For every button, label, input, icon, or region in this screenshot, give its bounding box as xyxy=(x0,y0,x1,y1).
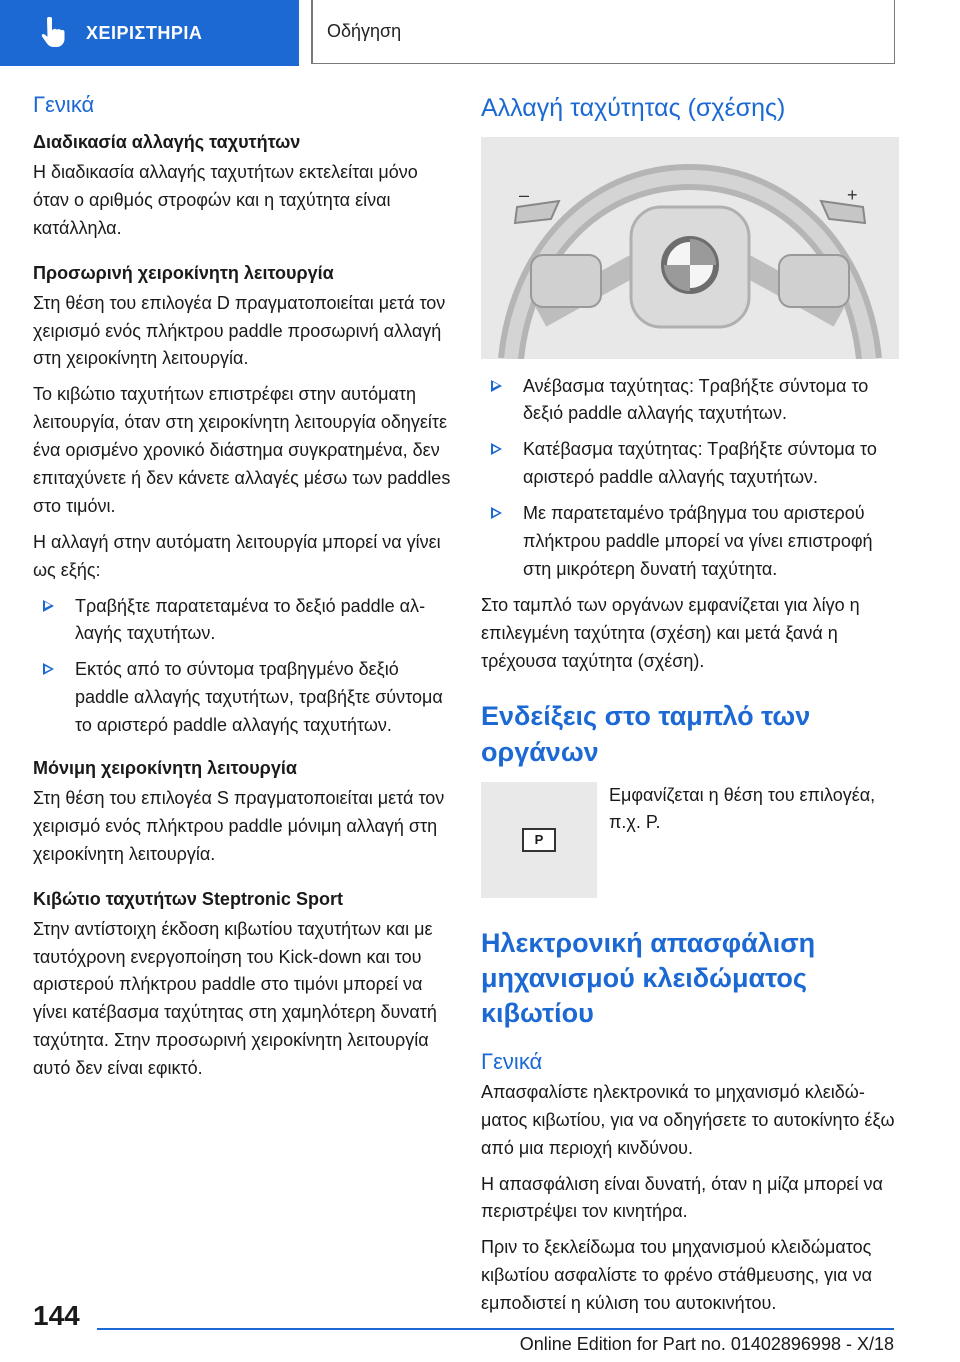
list-item-text: Με παρατεταμένο τράβηγμα του αριστερού πλήκτρου paddle μπορεί να γίνει επιστροφή στη μικρότερη δυνατή ταχύτητα. xyxy=(523,503,873,579)
paragraph-temporary-1: Στη θέση του επιλογέα D πραγματοποιείται μετά τον χειρισμό ενός πλήκτρου paddle προσωρινή αλλαγή στη χειροκίνητη λειτουργία. xyxy=(33,292,446,369)
paragraph-unlock-3: Πριν το ξεκλείδωμα του μηχανισμού κλειδώματος κιβωτίου ασφαλίστε το φρένο στάθμευσης, για να εμποδιστεί η κύλιση του αυτοκινήτου. xyxy=(481,1237,872,1314)
triangle-bullet-icon xyxy=(491,507,502,519)
triangle-bullet-icon xyxy=(43,663,54,675)
page-number: 144 xyxy=(33,1300,80,1331)
list-item xyxy=(481,373,899,429)
paragraph-dashboard: Στο ταμπλό των οργάνων εμφανίζεται για λίγο η επιλεγμένη ταχύτητα (σχέση) και μετά ξανά η τρέχουσα ταχύτητα (σχέση). xyxy=(481,594,860,671)
page-footer xyxy=(0,1290,960,1362)
heading-permanent-manual: Μόνιμη χειροκίνητη λειτουργία xyxy=(33,758,297,779)
heading-steptronic-sport: Κιβώτιο ταχυτήτων Steptronic Sport xyxy=(33,888,343,909)
gear-p-indicator: P xyxy=(522,828,556,852)
paddle-minus-label: – xyxy=(519,184,530,205)
list-item-text: Τραβήξτε παρατεταμένα το δεξιό paddle αλλαγής ταχυτήτων. xyxy=(75,595,426,644)
section-tab-label: Οδήγηση xyxy=(327,21,402,41)
paddle-plus-label: + xyxy=(847,184,858,205)
list-item-text: Κατέβασμα ταχύτητας: Τραβήξτε σύντομα το αριστερό paddle αλλαγής ταχυτήτων. xyxy=(523,439,877,488)
footer-divider xyxy=(97,1328,894,1330)
section-tab[interactable] xyxy=(311,0,895,64)
steering-wheel-illustration xyxy=(481,137,899,359)
list-item xyxy=(481,436,899,492)
left-bullet-list xyxy=(33,593,451,740)
pointing-hand-icon xyxy=(38,17,66,49)
paragraph-permanent: Στη θέση του επιλογέα S πραγματοποιείται μετά τον χειρισμό ενός πλήκτρου paddle μόνιμη αλλαγή στη χειροκίνητη λειτουργία. xyxy=(33,788,445,864)
heading-procedure: Διαδικασία αλλαγής ταχυτήτων xyxy=(33,132,301,152)
right-column xyxy=(481,92,899,1326)
right-bullet-list xyxy=(481,373,899,584)
manual-tab[interactable] xyxy=(0,0,299,66)
triangle-bullet-icon xyxy=(43,600,54,612)
heading-temporary-manual: Προσωρινή χειροκίνητη λειτουργία xyxy=(33,262,334,283)
paragraph-indicator: Εμφανίζεται η θέση του επιλογέα, π.χ. P. xyxy=(609,784,876,833)
heading-indicators: Ενδείξεις στο ταμπλό των οργάνων xyxy=(481,701,811,767)
paragraph-unlock-2: Η απασφάλιση είναι δυνατή, όταν η μίζα μπορεί να περιστρέψει τον κινητήρα. xyxy=(481,1173,883,1222)
paragraph-steptronic-sport: Στην αντίστοιχη έκδοση κιβωτίου ταχυτήτων και με ταυτόχρονη ενεργοποίηση του Kick-down και του αριστερού πλήκτρου paddle στο τιμόνι μπορεί να γίνει κατέβασμα ταχύτητας στη χαμηλότερη δυνατή ταχύτητα. Στην προσωρινή χειροκίνητη λειτουργία αυτό δεν είναι εφικτό. xyxy=(33,918,437,1079)
list-item-text: Εκτός από το σύντομα τραβηγμένο δεξιό paddle αλλαγής ταχυτήτων, τραβήξτε σύντομα το αριστερό paddle αλλαγής ταχυτήτων. xyxy=(75,659,443,736)
steering-wheel-image xyxy=(481,137,899,359)
triangle-bullet-icon xyxy=(491,443,502,455)
list-item xyxy=(481,500,899,584)
triangle-bullet-icon xyxy=(491,380,502,392)
paragraph-unlock-1: Απασφαλίστε ηλεκτρονικά το μηχανισμό κλειδώματος κιβωτίου, για να οδηγήσετε το αυτοκίνητο έξω από μια περιοχή κινδύνου. xyxy=(481,1081,895,1158)
paragraph-temporary-3: Η αλλαγή στην αυτόματη λειτουργία μπορεί να γίνει ως εξής: xyxy=(33,531,441,580)
paragraph-procedure: Η διαδικασία αλλαγής ταχυτήτων εκτελείται μόνο όταν ο αριθμός στροφών και η ταχύτητα είναι κατάλληλα. xyxy=(33,162,418,238)
list-item xyxy=(33,593,451,649)
heading-general-2: Γενικά xyxy=(481,1048,543,1074)
indicator-row xyxy=(481,782,899,898)
indicator-image xyxy=(481,782,597,898)
list-item-text: Ανέβασμα ταχύτητας: Τραβήξτε σύντομα το δεξιό paddle αλλαγής ταχυτήτων. xyxy=(523,375,869,424)
heading-electronic-unlock: Ηλεκτρονική απασφάλιση μηχανισμού κλειδώματος κιβωτίου xyxy=(481,927,816,1028)
paragraph-temporary-2: Το κιβώτιο ταχυτήτων επιστρέφει στην αυτόματη λειτουργία, όταν στη χειροκίνητη λειτουργία οδηγείτε ένα ορισμένο χρονικό διάστημα συγκρατημένα, δεν επιταχύνετε ή δεν κάνετε αλλαγές μέσω των paddles στο τιμόνι. xyxy=(33,384,451,516)
heading-gear-change: Αλλαγή ταχύτητας (σχέσης) xyxy=(481,94,786,122)
heading-general: Γενικά xyxy=(33,92,95,117)
edition-text: Online Edition for Part no. 01402896998 - X/18 xyxy=(519,1334,894,1354)
left-column xyxy=(33,92,451,1091)
manual-tab-label: ΧΕΙΡΙΣΤΗΡΙΑ xyxy=(86,22,203,43)
page-header xyxy=(0,0,960,66)
list-item xyxy=(33,656,451,740)
